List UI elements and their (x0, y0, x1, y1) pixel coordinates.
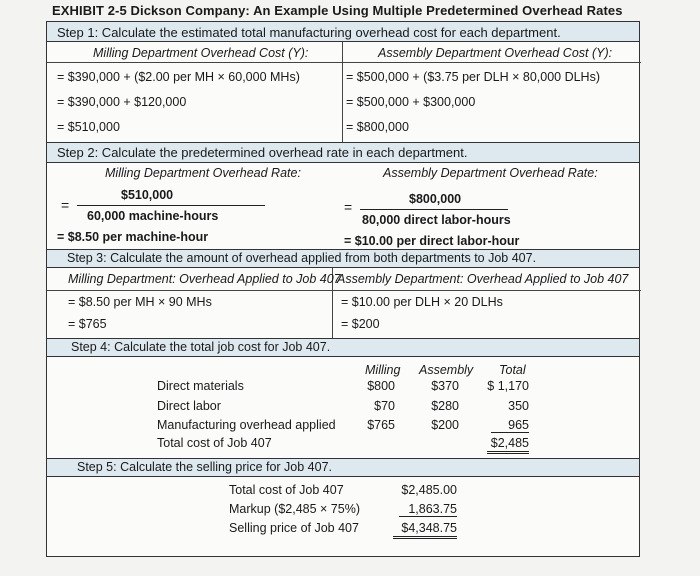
step4-row-assembly: $370 (431, 379, 459, 393)
step4-row-total: 350 (508, 399, 529, 413)
step1-assembly-line-2: = $500,000 + $300,000 (346, 95, 476, 109)
exhibit-title: EXHIBIT 2-5 Dickson Company: An Example Using Multiple Predetermined Overhead Rates (52, 3, 623, 18)
step3-milling-line-1: = $8.50 per MH × 90 MHs (68, 295, 212, 309)
step4-row-total: 965 (491, 418, 529, 433)
step4-row-milling: $765 (367, 418, 395, 432)
step4-row-assembly: $280 (431, 399, 459, 413)
step5-row-value: $2,485.00 (401, 483, 457, 497)
step1-milling-line-2: = $390,000 + $120,000 (57, 95, 187, 109)
step5-row-value: $4,348.75 (393, 521, 457, 539)
step4-col-milling: Milling (365, 363, 401, 377)
step3-assembly-line-1: = $10.00 per DLH × 20 DLHs (341, 295, 503, 309)
step3-assembly-header: Assembly Department: Overhead Applied to Job 407 (337, 272, 629, 286)
step2-milling-numerator: $510,000 (121, 188, 174, 202)
step4-col-total: Total (499, 363, 526, 377)
step1-assembly-line-3: = $800,000 (346, 120, 409, 134)
step2-assembly-fraction-bar (360, 209, 508, 210)
step2-milling-denominator: 60,000 machine-hours (87, 209, 219, 223)
step5-heading: Step 5: Calculate the selling price for Job 407. (77, 460, 333, 474)
step4-row-total: $2,485 (487, 436, 529, 454)
step1-milling-header: Milling Department Overhead Cost (Y): (93, 46, 309, 60)
step4-heading: Step 4: Calculate the total job cost for Job 407. (71, 340, 331, 354)
step5-row-label: Selling price of Job 407 (229, 521, 359, 535)
step4-row-label: Manufacturing overhead applied (157, 418, 336, 432)
step1-milling-line-1: = $390,000 + ($2.00 per MH × 60,000 MHs) (57, 70, 300, 84)
step1-assembly-line-1: = $500,000 + ($3.75 per DLH × 80,000 DLHs) (346, 70, 600, 84)
step2-assembly-denominator: 80,000 direct labor-hours (362, 213, 511, 227)
step1-milling-line-3: = $510,000 (57, 120, 120, 134)
step3-heading: Step 3: Calculate the amount of overhead applied from both departments to Job 407. (67, 251, 537, 265)
step2-heading: Step 2: Calculate the predetermined overhead rate in each department. (57, 145, 468, 160)
step2-milling-fraction-bar (77, 205, 265, 206)
step4-row-milling: $70 (374, 399, 395, 413)
step1-assembly-header: Assembly Department Overhead Cost (Y): (378, 46, 613, 60)
step4-row-label: Direct labor (157, 399, 221, 413)
step2-assembly-numerator: $800,000 (409, 192, 462, 206)
step2-assembly-header: Assembly Department Overhead Rate: (383, 166, 598, 180)
step1-header-rule (47, 62, 641, 63)
step1-divider (342, 42, 343, 143)
step4-row-assembly: $200 (431, 418, 459, 432)
step3-header-rule (47, 290, 641, 291)
step5-row-label: Markup ($2,485 × 75%) (229, 502, 360, 516)
step2-assembly-result: = $10.00 per direct labor-hour (344, 234, 520, 248)
step2-milling-result: = $8.50 per machine-hour (57, 230, 209, 244)
step2-milling-equals: = (61, 197, 70, 213)
step5-row-label: Total cost of Job 407 (229, 483, 344, 497)
step3-milling-line-2: = $765 (68, 317, 107, 331)
step5-row-value: 1,863.75 (399, 502, 457, 517)
step4-col-assembly: Assembly (419, 363, 474, 377)
step3-assembly-line-2: = $200 (341, 317, 380, 331)
step3-milling-header: Milling Department: Overhead Applied to Job 407 (68, 272, 341, 286)
step4-row-milling: $800 (367, 379, 395, 393)
exhibit-table (46, 21, 640, 557)
step2-assembly-equals: = (344, 199, 353, 215)
step4-row-label: Direct materials (157, 379, 244, 393)
step4-row-label: Total cost of Job 407 (157, 436, 272, 450)
step4-row-total: $ 1,170 (487, 379, 529, 393)
step1-heading: Step 1: Calculate the estimated total manufacturing overhead cost for each department. (57, 25, 561, 40)
step2-milling-header: Milling Department Overhead Rate: (105, 166, 301, 180)
